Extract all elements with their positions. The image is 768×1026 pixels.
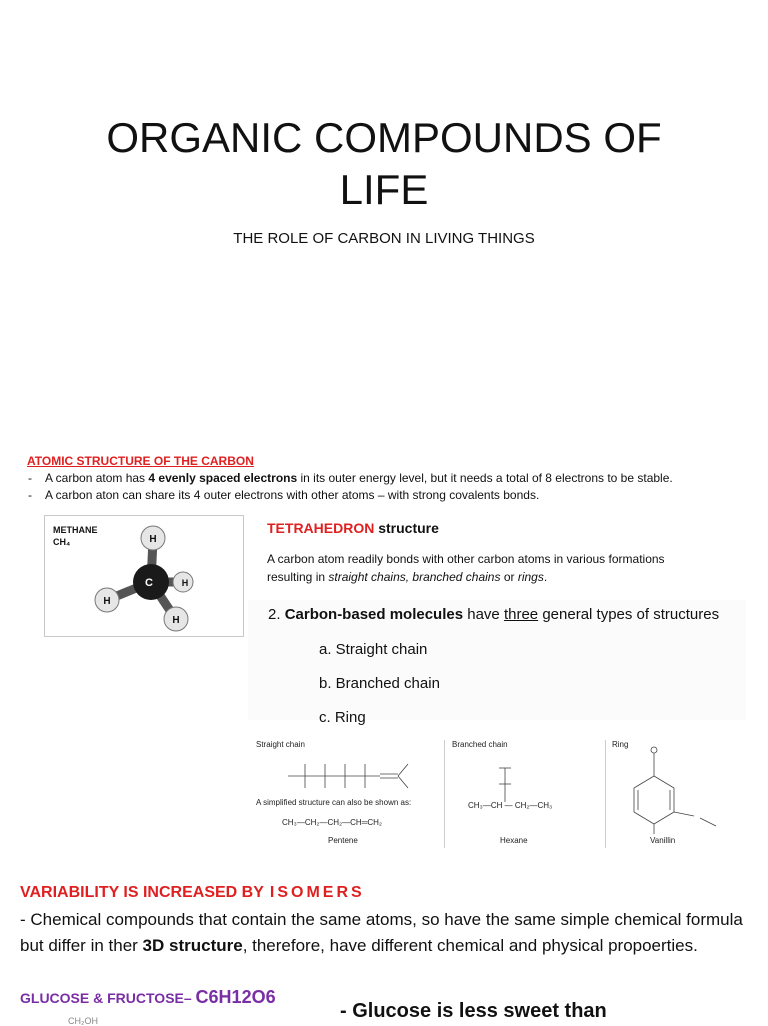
isomers-text: , therefore, have different chemical and physical propoerties. xyxy=(242,935,698,955)
bullet-dash: - xyxy=(28,488,32,502)
intro-text: 2. xyxy=(268,606,285,623)
glucose-formula: C6H12O6 xyxy=(195,987,276,1007)
tetrahedron-description xyxy=(267,550,737,586)
branched-chain-label: Branched chain xyxy=(452,740,508,749)
hexane-name: Hexane xyxy=(500,836,528,845)
isomers-word: ISOMERS xyxy=(269,884,365,901)
glucose-sweet-text: - Glucose is less sweet than xyxy=(340,1000,607,1022)
methane-molecule-model xyxy=(45,516,243,636)
methane-formula: CH₄ xyxy=(53,537,71,547)
isomers-heading-text: VARIABILITY IS INCREASED BY xyxy=(20,884,264,901)
desc-text: . xyxy=(543,570,548,584)
straight-chain-note: A simplified structure can also be shown as: xyxy=(256,798,412,807)
pentene-formula: CH₃—CH₂—CH₂—CH═CH₂ xyxy=(282,818,383,827)
isomers-bold: 3D structure xyxy=(142,935,243,955)
structure-item-branched: b. Branched chain xyxy=(319,675,440,692)
intro-underline: three xyxy=(503,606,539,623)
isomers-description xyxy=(20,907,750,958)
tetrahedron-word: TETRAHEDRON xyxy=(267,520,375,536)
intro-text: have xyxy=(463,606,504,623)
intro-bold: Carbon-based molecules xyxy=(284,606,464,623)
glucose-heading-text: GLUCOSE & FRUCTOSE– xyxy=(20,990,196,1006)
hexane-formula: CH₃—CH — CH₂—CH₃ xyxy=(468,801,553,810)
tetrahedron-rest: structure xyxy=(374,520,439,536)
atom-c-label: C xyxy=(145,577,153,589)
desc-text: resulting in xyxy=(267,570,329,584)
atom-h-label: H xyxy=(181,578,189,588)
bullet2-text: A carbon aton can share its 4 outer electrons with other atoms – with strong covalents bonds. xyxy=(45,488,540,502)
tetrahedron-heading xyxy=(267,520,439,536)
structure-types-intro xyxy=(268,606,738,624)
atom-h-label: H xyxy=(149,534,157,545)
isomers-heading xyxy=(20,884,365,902)
intro-text: general types of structures xyxy=(538,606,720,623)
methane-image xyxy=(44,515,244,637)
diagram-divider xyxy=(444,740,445,848)
methane-name: METHANE xyxy=(53,525,98,535)
bullet1-bold: 4 evenly spaced electrons xyxy=(148,471,298,485)
ch2oh-fragment: CH₂OH xyxy=(68,1016,98,1026)
bullet-dash: - xyxy=(28,471,32,485)
vanillin-ring-diagram xyxy=(612,746,742,846)
branched-chain-diagram xyxy=(485,764,525,804)
structure-item-ring: c. Ring xyxy=(319,709,366,726)
structure-types-block xyxy=(248,600,746,726)
structure-item-straight: a. Straight chain xyxy=(319,641,428,658)
diagram-divider xyxy=(605,740,606,848)
slide-title xyxy=(0,112,768,216)
title-line-1: ORGANIC COMPOUNDS OF xyxy=(106,114,662,161)
bullet-covalent xyxy=(28,488,539,502)
pentene-name: Pentene xyxy=(328,836,358,845)
straight-chain-label: Straight chain xyxy=(256,740,305,749)
ring-label: Ring xyxy=(612,740,629,749)
atom-h-label: H xyxy=(103,596,111,607)
isomers-text: - Chemical compounds that contain the same atoms, so have the same simple chemical formula but differ in ther xyxy=(20,910,743,955)
straight-chain-diagram xyxy=(270,754,460,804)
desc-italic: straight chains, branched chains xyxy=(328,570,501,584)
atom-h-label: H xyxy=(172,615,180,626)
slide-subtitle: THE ROLE OF CARBON IN LIVING THINGS xyxy=(233,230,535,247)
vanillin-name: Vanillin xyxy=(650,836,676,845)
title-line-2: LIFE xyxy=(339,166,429,213)
bullet-electrons xyxy=(28,471,673,485)
desc-italic: rings xyxy=(517,570,544,584)
structure-diagrams xyxy=(250,736,746,854)
tetra-desc-line1: A carbon atom readily bonds with other carbon atoms in various formations xyxy=(267,552,665,566)
tetra-desc-line2 xyxy=(267,568,737,586)
bullet1-text-a: A carbon atom has xyxy=(45,471,149,485)
bullet1-text-b: in its outer energy level, but it needs a total of 8 electrons to be stable. xyxy=(297,471,673,485)
glucose-fructose-heading xyxy=(20,987,276,1008)
atomic-structure-heading: ATOMIC STRUCTURE OF THE CARBON xyxy=(27,454,254,468)
desc-text: or xyxy=(500,570,518,584)
